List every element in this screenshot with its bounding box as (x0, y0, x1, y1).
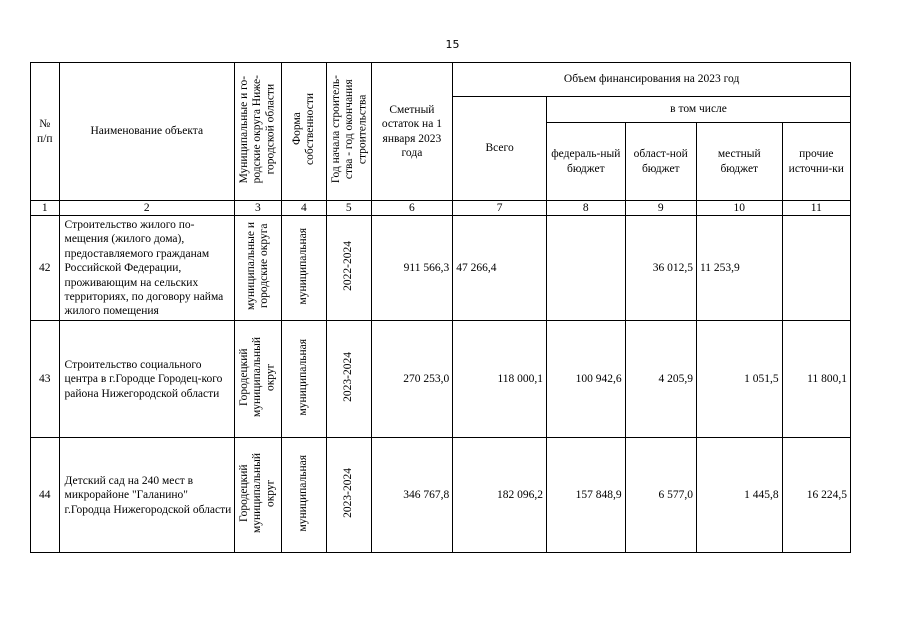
years: 2023-2024 (342, 352, 355, 403)
column-number: 8 (547, 201, 626, 216)
header-including: в том числе (547, 97, 851, 123)
header-years-cell (326, 63, 371, 201)
header-ownership-cell (281, 63, 326, 201)
header-local: местный бюджет (696, 123, 782, 201)
ownership-cell (281, 321, 326, 438)
regional-value: 6 577,0 (625, 438, 696, 553)
header-name: Наименование объекта (59, 63, 234, 201)
municipality: муниципальные и городские округа (244, 222, 270, 311)
municipality: Городецкий муниципальный округ (238, 337, 277, 418)
municipality-cell (234, 216, 281, 321)
column-number: 10 (696, 201, 782, 216)
object-name: Строительство жилого по-мещения (жилого дома), предоставляемого гражданам Российской Федерации, проживающим на сельских территориях, по договору найма жилого помещения (59, 216, 234, 321)
header-municipality-cell (234, 63, 281, 201)
other-value: 11 800,1 (782, 321, 850, 438)
other-value (782, 216, 850, 321)
estimate-value: 270 253,0 (371, 321, 453, 438)
header-funding: Объем финансирования на 2023 год (453, 63, 851, 97)
regional-value: 36 012,5 (625, 216, 696, 321)
years-cell (326, 438, 371, 553)
header-ownership: Форма собственности (290, 93, 316, 166)
header-federal: федераль-ный бюджет (547, 123, 626, 201)
object-name: Строительство социального центра в г.Городце Городец-кого района Нижегородской области (59, 321, 234, 438)
estimate-value: 346 767,8 (371, 438, 453, 553)
row-num: 42 (31, 216, 60, 321)
column-number-row (31, 201, 851, 216)
local-value: 1 445,8 (696, 438, 782, 553)
regional-value: 4 205,9 (625, 321, 696, 438)
header-regional: област-ной бюджет (625, 123, 696, 201)
column-number: 6 (371, 201, 453, 216)
municipality: Городецкий муниципальный округ (238, 453, 277, 534)
years-cell (326, 321, 371, 438)
years: 2023-2024 (342, 468, 355, 519)
ownership: муниципальная (297, 338, 310, 416)
object-name: Детский сад на 240 мест в микрорайоне "Галанино" г.Городца Нижегородской области (59, 438, 234, 553)
total-value: 118 000,1 (453, 321, 547, 438)
ownership-cell (281, 438, 326, 553)
column-number: 5 (326, 201, 371, 216)
header-num: № п/п (31, 63, 60, 201)
total-value: 47 266,4 (453, 216, 547, 321)
column-number: 11 (782, 201, 850, 216)
local-value: 11 253,9 (696, 216, 782, 321)
years: 2022-2024 (342, 241, 355, 292)
row-num: 43 (31, 321, 60, 438)
column-number: 7 (453, 201, 547, 216)
ownership: муниципальная (297, 454, 310, 532)
header-years: Год начала строитель- ства - год окончания строительства (329, 75, 369, 184)
header-row-1 (31, 63, 851, 97)
table-row (31, 321, 851, 438)
column-number: 3 (234, 201, 281, 216)
column-number: 2 (59, 201, 234, 216)
header-other: прочие источни-ки (782, 123, 850, 201)
column-number: 1 (31, 201, 60, 216)
header-estimate: Сметный остаток на 1 января 2023 года (371, 63, 453, 201)
row-num: 44 (31, 438, 60, 553)
table-row (31, 216, 851, 321)
column-number: 4 (281, 201, 326, 216)
total-value: 182 096,2 (453, 438, 547, 553)
page-number: 15 (445, 38, 460, 51)
local-value: 1 051,5 (696, 321, 782, 438)
ownership: муниципальная (297, 227, 310, 305)
header-total: Всего (453, 97, 547, 201)
federal-value: 157 848,9 (547, 438, 626, 553)
header-municipality: Муниципальные и го- родские округа Ниже- городской области (238, 75, 277, 184)
other-value: 16 224,5 (782, 438, 850, 553)
municipality-cell (234, 438, 281, 553)
federal-value (547, 216, 626, 321)
table-row (31, 438, 851, 553)
federal-value: 100 942,6 (547, 321, 626, 438)
municipality-cell (234, 321, 281, 438)
estimate-value: 911 566,3 (371, 216, 453, 321)
financing-table (30, 62, 851, 553)
column-number: 9 (625, 201, 696, 216)
ownership-cell (281, 216, 326, 321)
years-cell (326, 216, 371, 321)
